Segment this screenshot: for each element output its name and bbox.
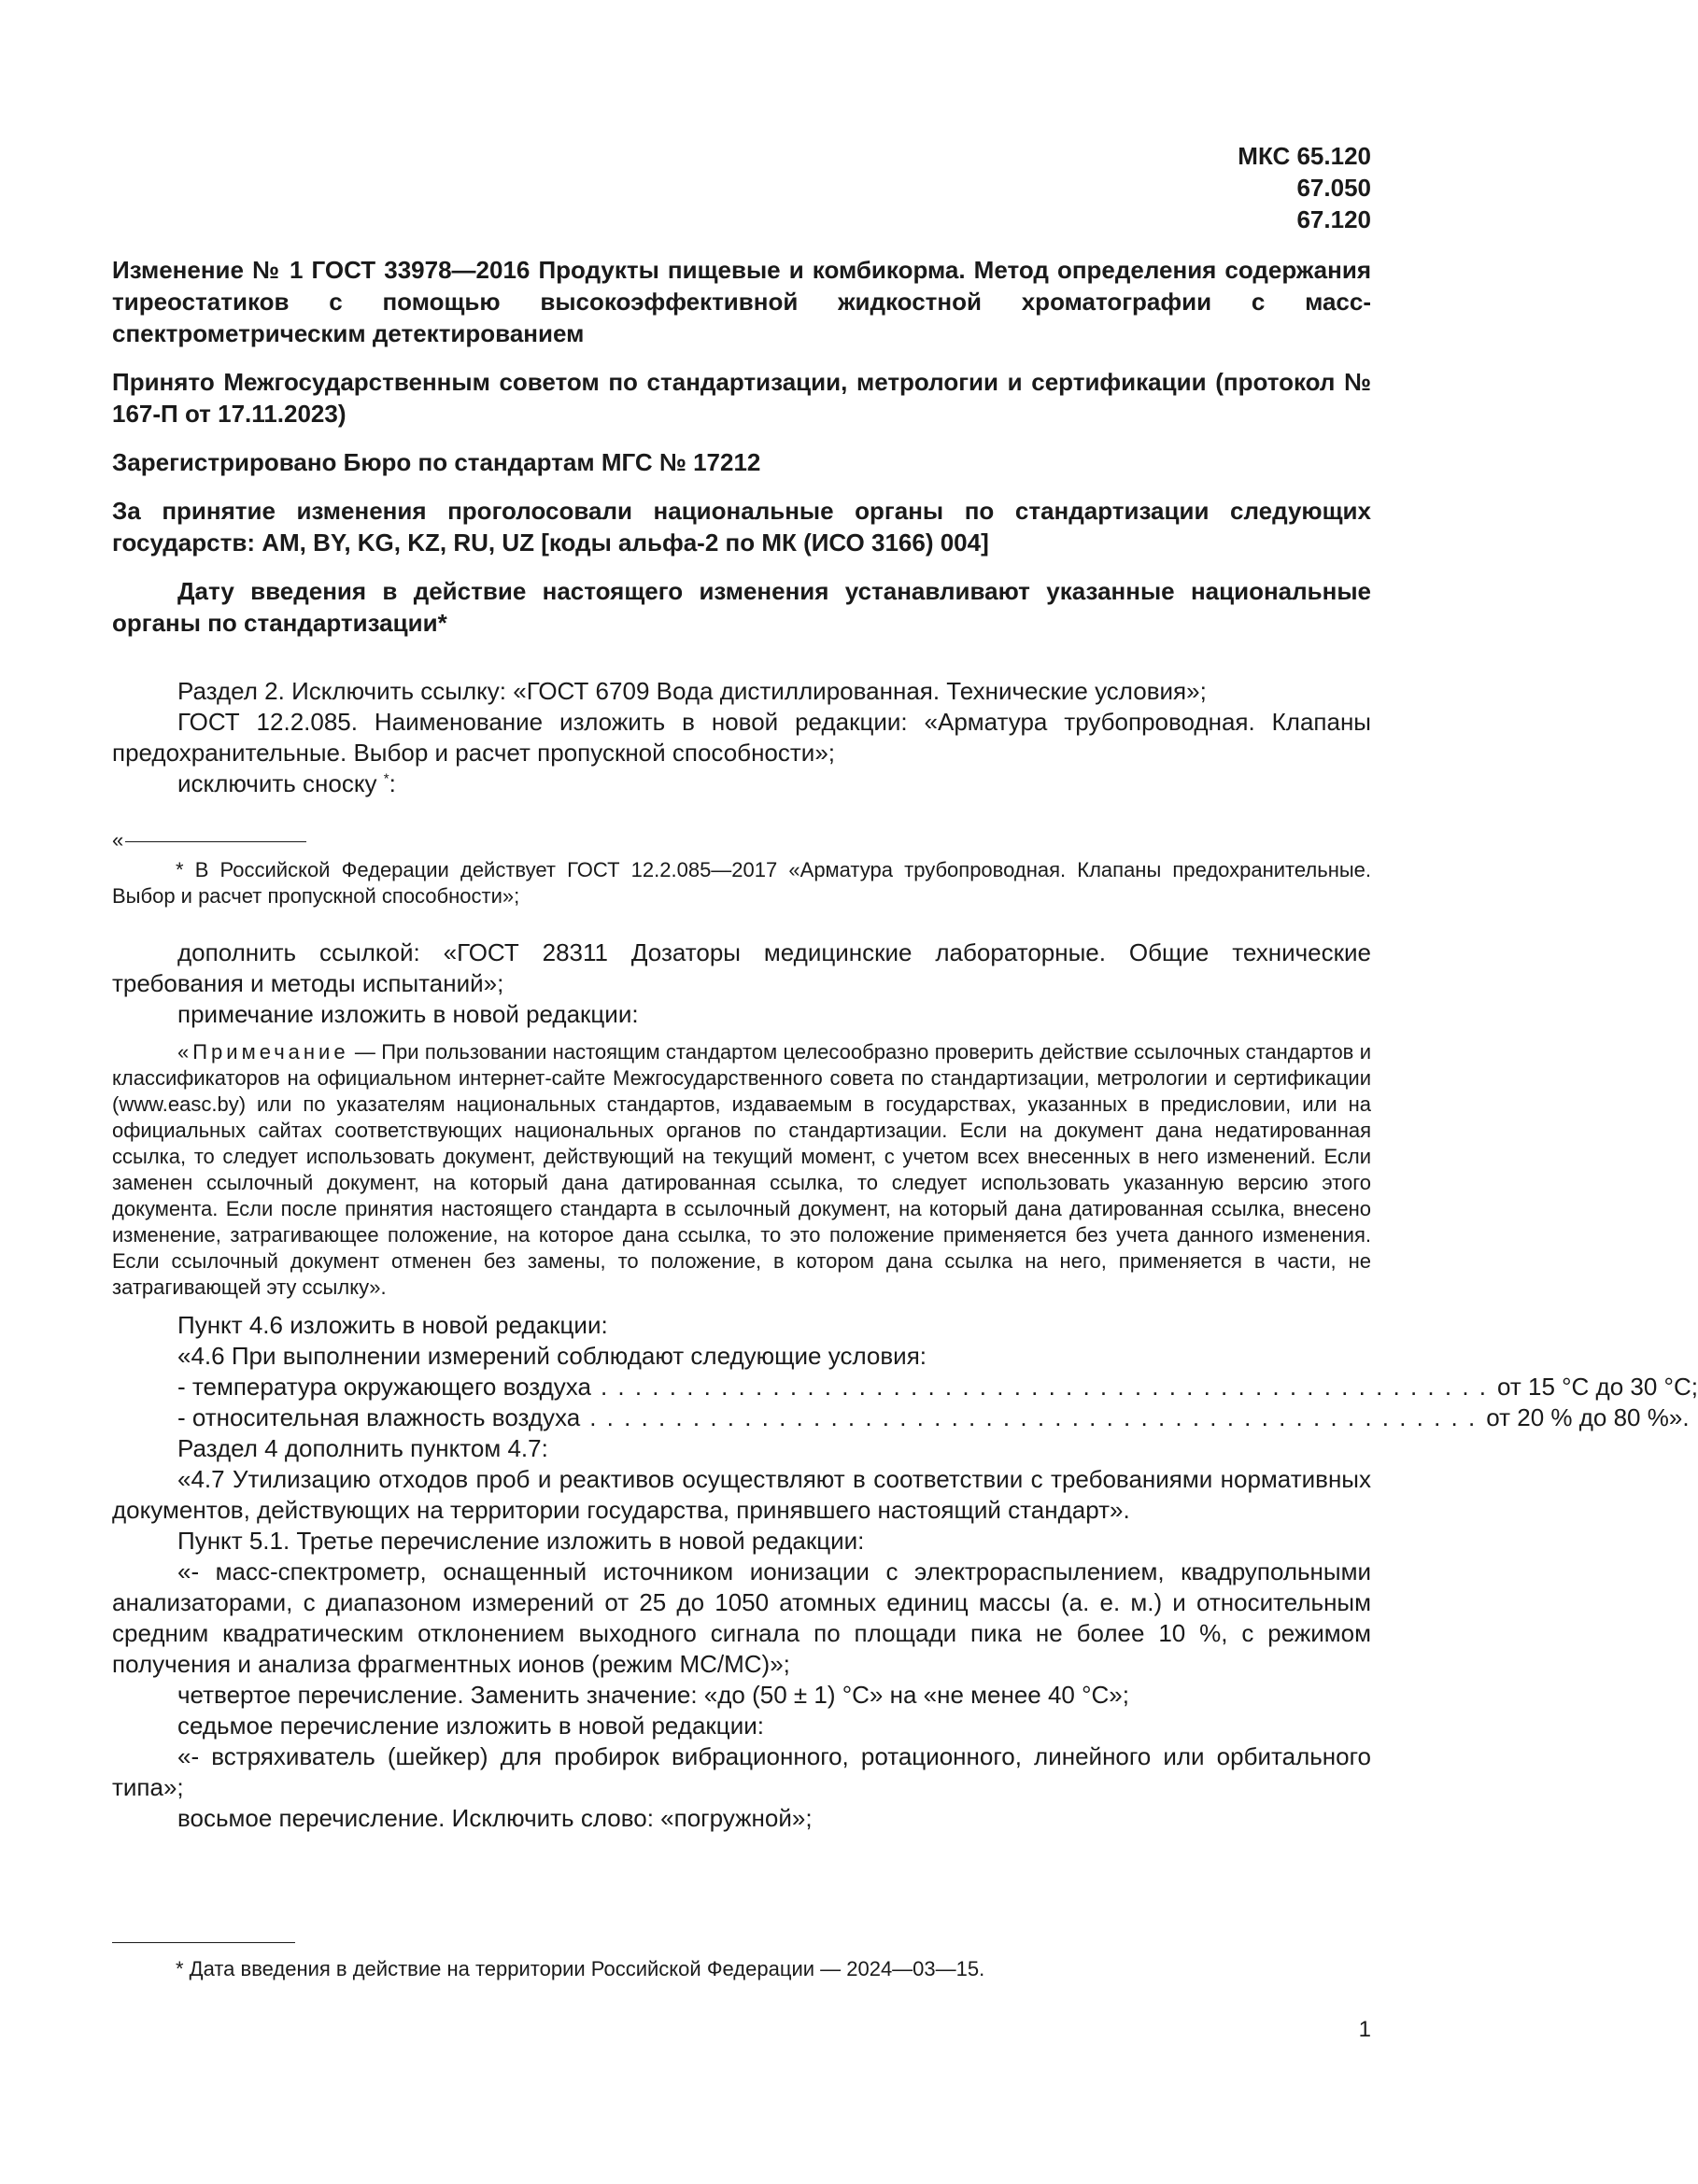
condition-humidity <box>112 1402 1690 1433</box>
paragraph-4-6: «4.6 При выполнении измерений соблюдают следующие условия: <box>177 1342 927 1370</box>
document-content <box>112 140 1698 1834</box>
exclude-footnote-text: исключить сноску <box>177 769 377 797</box>
leader-dots: . . . . . . . . . . . . . . . . . . . . . . . . . . . . . . . . . . . . . . . . . . . . . . . . . . . . <box>589 1403 1478 1431</box>
amendment-body <box>112 676 1698 1834</box>
footnote-rule <box>125 841 306 842</box>
page-number: 1 <box>1358 2017 1371 2042</box>
paragraph-shaker: «- встряхиватель (шейкер) для пробирок вибрационного, ротационного, линейного или орбитального типа»; <box>112 1742 1371 1801</box>
paragraph-seventh-item-intro: седьмое перечисление изложить в новой редакции: <box>177 1712 764 1740</box>
voted-statement: За принятие изменения проголосовали национальные органы по стандартизации следующих государств: AM, BY, KG, KZ, RU, UZ [коды альфа-2 по МК (ИСО 3166) 004] <box>112 497 1371 557</box>
mks-codes <box>112 140 1371 235</box>
note-block <box>112 1039 1371 1301</box>
humidity-label: - относительная влажность воздуха <box>177 1403 581 1431</box>
note-label: «Примечание <box>177 1040 349 1064</box>
temperature-label: - температура окружающего воздуха <box>177 1373 591 1401</box>
paragraph-section-4-add: Раздел 4 дополнить пунктом 4.7: <box>177 1434 548 1462</box>
quoted-footnote-separator <box>112 829 1371 852</box>
footnote-mark: * <box>383 770 389 787</box>
paragraph-gost-12-2-085: ГОСТ 12.2.085. Наименование изложить в новой редакции: «Арматура трубопроводная. Клапаны предохранительные. Выбор и расчет пропускной способности»; <box>112 708 1371 767</box>
paragraph-4-6-intro: Пункт 4.6 изложить в новой редакции: <box>177 1311 608 1339</box>
paragraph-4-7: «4.7 Утилизацию отходов проб и реактивов осуществляют в соответствии с требованиями нормативных документов, действующих на территории государства, принявшего настоящий стандарт». <box>112 1465 1371 1524</box>
page-footnote: * Дата введения в действие на территории Российской Федерации — 2024—03—15. <box>176 1957 985 1980</box>
paragraph-note-intro: примечание изложить в новой редакции: <box>177 1000 639 1028</box>
paragraph-mass-spectrometer: «- масс-спектрометр, оснащенный источником ионизации с электрораспылением, квадрупольными анализаторами, с диапазоном измерений от 25 до 1050 атомных единиц массы (а. е. м.) и относительным средним квадратическим отклонением выходного сигнала по площади пика не более 10 %, с режимом получения и анализа фрагментных ионов (режим МС/МС)»; <box>112 1557 1371 1678</box>
paragraph-5-1: Пункт 5.1. Третье перечисление изложить в новой редакции: <box>177 1527 865 1555</box>
paragraph-exclude-footnote <box>112 768 1371 799</box>
paragraph-section-2: Раздел 2. Исключить ссылку: «ГОСТ 6709 Вода дистиллированная. Технические условия»; <box>177 677 1207 705</box>
effective-date-statement: Дату введения в действие настоящего изменения устанавливают указанные национальные органы по стандартизации* <box>112 577 1371 637</box>
quote-open: « <box>112 828 124 852</box>
humidity-value: от 20 % до 80 %». <box>1486 1403 1690 1431</box>
mks-code-2: 67.050 <box>1296 174 1371 202</box>
amendment-title: Изменение № 1 ГОСТ 33978—2016 Продукты пищевые и комбикорма. Метод определения содержания тиреостатиков с помощью высокоэффективной жидкостной хроматографии с масс-спектрометрическим детектированием <box>112 256 1371 347</box>
temperature-value: от 15 °С до 30 °С; <box>1497 1373 1698 1401</box>
mks-code-3: 67.120 <box>1296 205 1371 233</box>
exclude-footnote-colon: : <box>389 769 396 797</box>
mks-code-1: МКС 65.120 <box>1238 142 1371 170</box>
registered-statement: Зарегистрировано Бюро по стандартам МГС № 17212 <box>112 448 761 476</box>
leader-dots: . . . . . . . . . . . . . . . . . . . . . . . . . . . . . . . . . . . . . . . . . . . . . . . . . . . . <box>600 1373 1488 1401</box>
footnote-separator <box>112 1942 295 1943</box>
quoted-footnote-text: * В Российской Федерации действует ГОСТ 12.2.085—2017 «Арматура трубопроводная. Клапаны предохранительные. Выбор и расчет пропускной способности»; <box>112 858 1371 908</box>
paragraph-add-reference: дополнить ссылкой: «ГОСТ 28311 Дозаторы медицинские лабораторные. Общие технические требования и методы испытаний»; <box>112 938 1371 997</box>
adopted-statement: Принято Межгосударственным советом по стандартизации, метрологии и сертификации (протокол № 167-П от 17.11.2023) <box>112 368 1371 428</box>
paragraph-fourth-item: четвертое перечисление. Заменить значение: «до (50 ± 1) °С» на «не менее 40 °С»; <box>177 1681 1129 1709</box>
paragraph-eighth-item: восьмое перечисление. Исключить слово: «погружной»; <box>177 1804 813 1832</box>
note-text: — При пользовании настоящим стандартом целесообразно проверить действие ссылочных стандартов и классификаторов на официальном интернет-сайте Межгосударственного совета по стандартизации, метрологии и сертификации (www.easc.by) или по указателям национальных стандартов, издаваемым в государствах, указанных в предисловии, или на официальных сайтах соответствующих национальных органов по стандартизации. Если на документ дана недатированная ссылка, то следует использовать документ, действующий на текущий момент, с учетом всех внесенных в него изменений. Если заменен ссылочный документ, на который дана датированная ссылка, то следует использовать указанную версию этого документа. Если после принятия настоящего стандарта в ссылочный документ, на который дана датированная ссылка, внесено изменение, затрагивающее положение, на которое дана ссылка, то это положение применяется без учета данного изменения. Если ссылочный документ отменен без замены, то положение, в котором дана ссылка на него, применяется в части, не затрагивающей эту ссылку». <box>112 1040 1371 1299</box>
condition-temperature <box>112 1372 1698 1402</box>
